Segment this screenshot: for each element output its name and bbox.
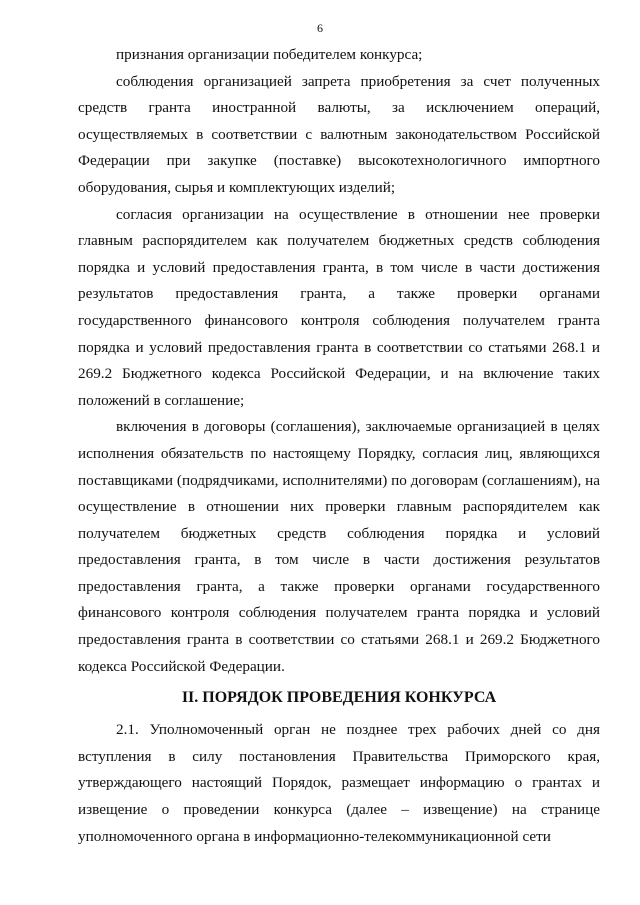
document-body bbox=[78, 42, 600, 850]
page-number: 6 bbox=[317, 21, 323, 35]
paragraph-currency-ban: соблюдения организацией запрета приобретения за счет полученных средств гранта иностранной валюты, за исключением операций, осуществляемых в соответствии с валютным законодательством Российской Федерации при закупке (поставке) высокотехнологичного импортного оборудования, сырья и комплектующих изделий; bbox=[78, 72, 600, 196]
section-heading: II. ПОРЯДОК ПРОВЕДЕНИЯ КОНКУРСА bbox=[181, 689, 497, 707]
paragraph-audit-consent: согласия организации на осуществление в отношении нее проверки главным распорядителем как получателем бюджетных средств соблюдения порядка и условий предоставления гранта, в том числе в части достижения результатов предоставления гранта, а также проверки органами государственного финансового контроля соблюдения получателем гранта порядка и условий предоставления гранта в соответствии со статьями 268.1 и 269.2 Бюджетного кодекса Российской Федерации, и на включение таких положений в соглашение; bbox=[78, 205, 600, 409]
paragraph-2-1: 2.1. Уполномоченный орган не позднее трех рабочих дней со дня вступления в силу постановления Правительства Приморского края, утверждающего настоящий Порядок, размещает информацию о грантах и извещение о проведении конкурса (далее – извещение) на странице уполномоченного органа в информационно-телекоммуникационной сети bbox=[78, 721, 600, 845]
paragraph-award-recognition: признания организации победителем конкурса; bbox=[116, 46, 423, 63]
paragraph-contract-inclusion: включения в договоры (соглашения), заключаемые организацией в целях исполнения обязательств по настоящему Порядку, согласия лиц, являющихся поставщиками (подрядчиками, исполнителями) по договорам (соглашениям), на осуществление в отношении них проверки главным распорядителем как получателем бюджетных средств соблюдения порядка и условий предоставления гранта, в том числе в части достижения результатов предоставления гранта, а также проверки органами государственного финансового контроля соблюдения получателем гранта порядка и условий предоставления гранта в соответствии со статьями 268.1 и 269.2 Бюджетного кодекса Российской Федерации. bbox=[78, 418, 600, 675]
